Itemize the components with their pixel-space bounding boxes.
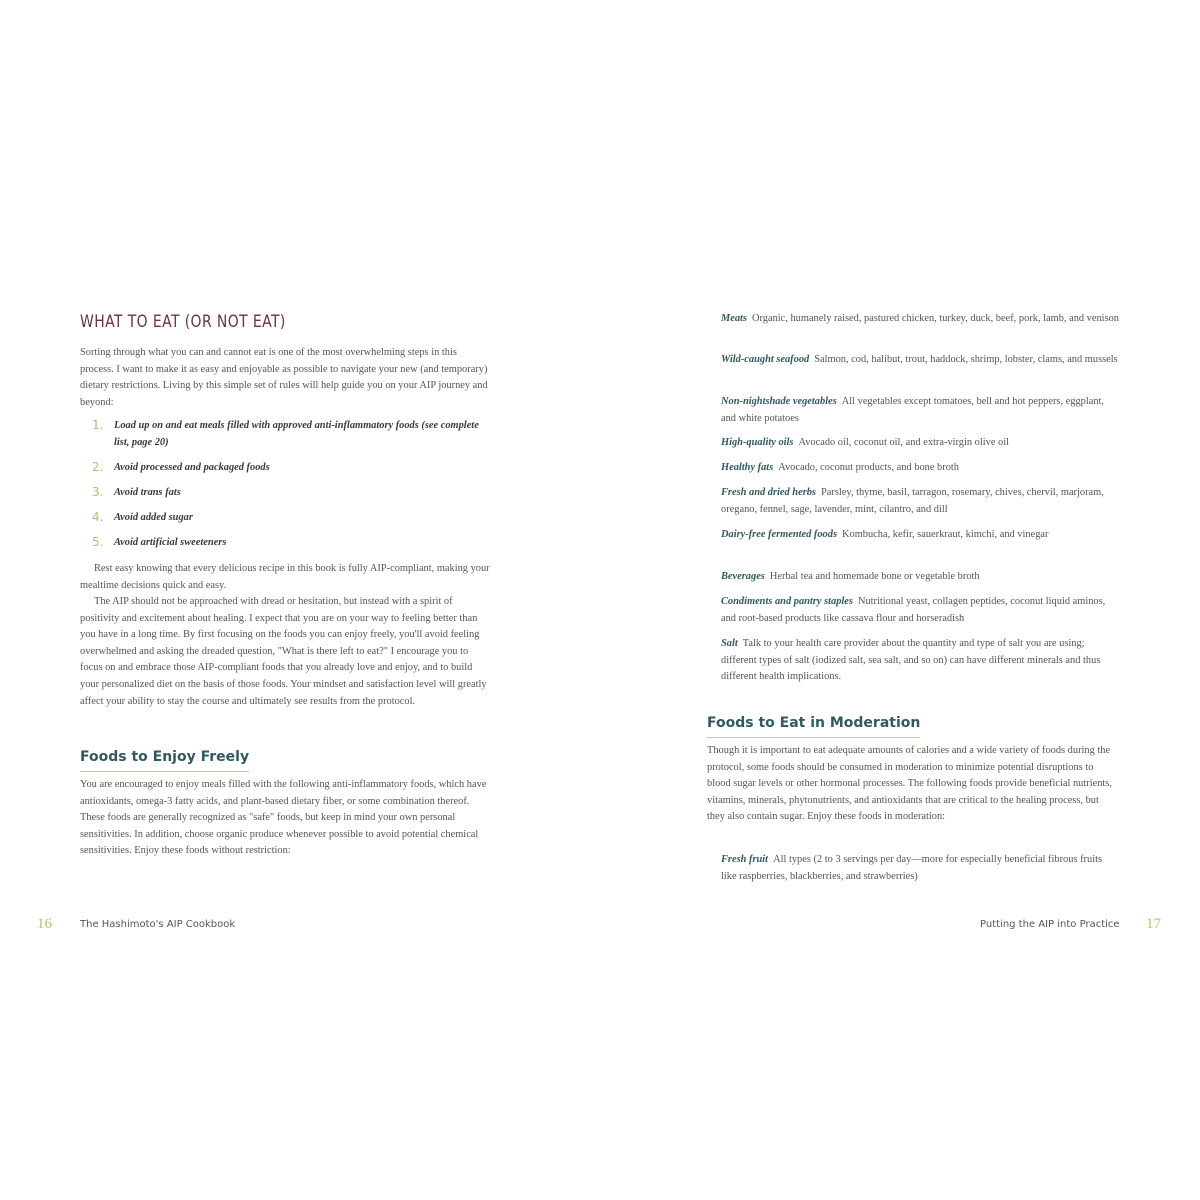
approach-paragraph: The AIP should not be approached with dread or hesitation, but instead with a spirit of positivity and excitement about healing. I expect that you are on your way to feeling better than you have in a long time. By first focusing on the foods you can enjoy freely, you'll avoid feeling overwhelmed and asking the dreaded question, "What is there left to eat?" I encourage you to focus on and embrace those AIP-compliant foods that you already love and enjoy, and to build your personalized diet on the basis of those foods. Your mindset and satisfaction level will greatly affect your ability to stay the course and ultimately see results from the protocol. — [80, 596, 487, 707]
food-desc: Organic, humanely raised, pastured chicken, turkey, duck, beef, pork, lamb, and venison — [751, 313, 1120, 324]
enjoy-freely-paragraph: You are encouraged to enjoy meals filled with the following anti-inflammatory foods, which have antioxidants, omega-3 fatty acids, and plant-based dietary fiber, or some combination thereof. These foods are generally recognized as "safe" foods, but keep in mind your own personal sensitivities. In addition, choose organic produce whenever possible to avoid potential chemical sensitivities. Enjoy these foods without restriction: — [80, 779, 487, 857]
page-number-left: 16 — [37, 916, 52, 932]
food-desc: Talk to your health care provider about the quantity and type of salt you are using; different types of salt (iodized salt, sea salt, and so on) can have different minerals and thus different health implications. — [721, 638, 1101, 683]
rule-text: Avoid added sugar — [114, 512, 193, 523]
intro-paragraph: Sorting through what you can and cannot eat is one of the most overwhelming steps in this process. I want to make it as easy and enjoyable as possible to navigate your new (and temporary) dietary restrictions. Living by this simple set of rules will help guide you on your AIP journey and beyond: — [80, 347, 488, 408]
rule-item — [80, 460, 492, 477]
food-desc: Parsley, thyme, basil, tarragon, rosemary, chives, chervil, marjoram, oregano, fennel, sage, lavender, mint, cilantro, and dill — [721, 487, 1104, 515]
section-heading-enjoy-freely: Foods to Enjoy Freely — [80, 749, 250, 765]
food-desc: Avocado, coconut products, and bone broth — [778, 462, 959, 473]
rest-easy-paragraph: Rest easy knowing that every delicious recipe in this book is fully AIP-compliant, making your mealtime decisions quick and easy. — [80, 563, 490, 591]
food-term: Non-nightshade vegetables — [721, 396, 837, 407]
food-desc: Kombucha, kefir, sauerkraut, kimchi, and vinegar — [842, 529, 1049, 540]
rule-text: Avoid artificial sweeteners — [114, 537, 227, 548]
food-term: Condiments and pantry staples — [721, 596, 853, 607]
food-desc: All vegetables except tomatoes, bell and hot peppers, eggplant, and white potatoes — [721, 396, 1105, 424]
rule-text: Avoid trans fats — [114, 487, 181, 498]
food-term: Wild-caught seafood — [721, 354, 810, 365]
food-desc: Herbal tea and homemade bone or vegetable broth — [769, 571, 980, 582]
food-item-herbs — [721, 485, 1119, 518]
rule-text: Avoid processed and packaged foods — [114, 462, 270, 473]
food-term: High-quality oils — [721, 437, 794, 448]
food-item-salt — [721, 636, 1119, 686]
rule-number: 4. — [92, 510, 104, 524]
rule-text: Load up on and eat meals filled with approved anti-inflammatory foods (see complete list, page 20) — [114, 420, 479, 448]
rule-number: 5. — [92, 535, 104, 549]
rule-number: 2. — [92, 460, 104, 474]
food-desc: Salmon, cod, halibut, trout, haddock, shrimp, lobster, clams, and mussels — [814, 354, 1118, 365]
food-item-vegetables — [721, 394, 1119, 427]
section-heading-moderation: Foods to Eat in Moderation — [707, 715, 921, 731]
food-item-oils — [721, 435, 1119, 452]
food-term: Healthy fats — [721, 462, 774, 473]
food-desc: Avocado oil, coconut oil, and extra-virgin olive oil — [798, 437, 1010, 448]
food-item-fats — [721, 460, 1119, 477]
food-item-condiments — [721, 594, 1119, 627]
rule-item — [80, 485, 492, 502]
chapter-title: WHAT TO EAT (OR NOT EAT) — [80, 312, 286, 332]
rule-number: 1. — [92, 418, 104, 432]
food-desc: Nutritional yeast, collagen peptides, coconut liquid aminos, and root-based products like cassava flour and horseradish — [721, 596, 1106, 624]
rule-number: 3. — [92, 485, 104, 499]
food-item-meats — [721, 311, 1119, 328]
food-term: Fresh and dried herbs — [721, 487, 816, 498]
rule-item — [80, 535, 492, 552]
page-number-right: 17 — [1146, 916, 1161, 932]
food-item-fresh-fruit — [721, 852, 1119, 885]
running-head-left: The Hashimoto's AIP Cookbook — [80, 919, 236, 930]
food-item-beverages — [721, 569, 1119, 586]
moderation-paragraph: Though it is important to eat adequate amounts of calories and a wide variety of foods during the protocol, some foods should be consumed in moderation to minimize potential disruptions to blood sugar levels or other hormonal processes. The following foods provide beneficial nutrients, vitamins, minerals, phytonutrients, and antioxidants that are critical to the healing process, but they also contain sugar. Enjoy these foods in moderation: — [707, 745, 1112, 823]
food-desc: All types (2 to 3 servings per day—more for especially beneficial fibrous fruits like raspberries, blackberries, and strawberries) — [721, 854, 1103, 882]
running-head-right: Putting the AIP into Practice — [980, 919, 1120, 930]
food-term: Beverages — [721, 571, 765, 582]
food-term: Dairy-free fermented foods — [721, 529, 837, 540]
food-term: Meats — [721, 313, 747, 324]
rule-item — [80, 418, 492, 451]
rule-item — [80, 510, 492, 527]
food-item-seafood — [721, 352, 1119, 369]
food-item-fermented — [721, 527, 1119, 544]
food-term: Salt — [721, 638, 738, 649]
food-term: Fresh fruit — [721, 854, 769, 865]
